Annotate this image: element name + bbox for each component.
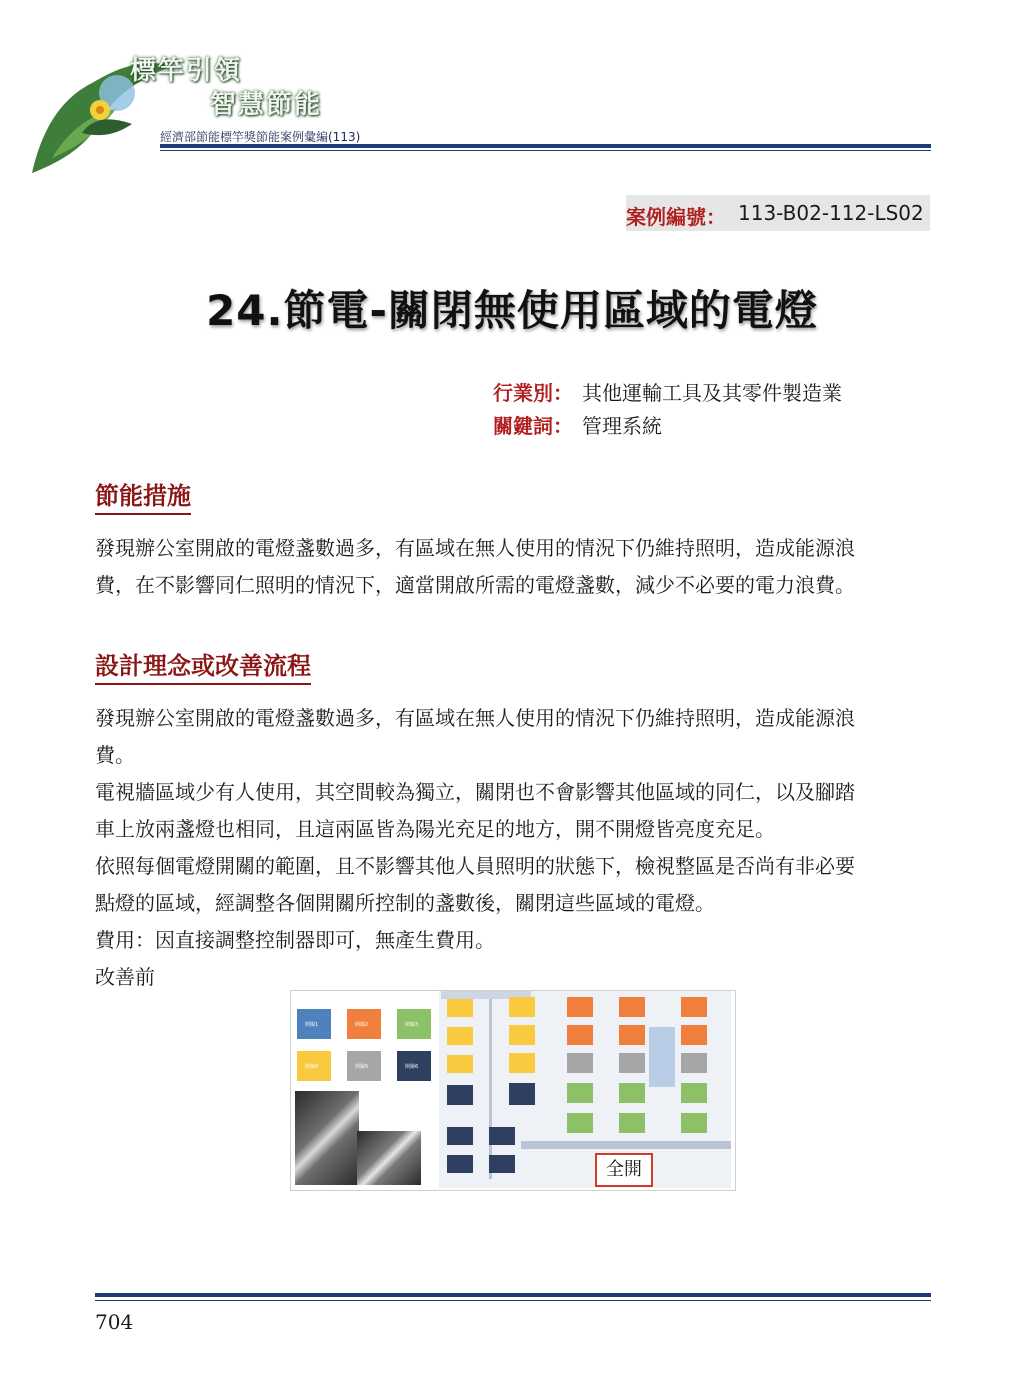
paragraph-line: 點燈的區域，經調整各個開關所控制的盞數後，關閉這些區域的電燈。 <box>95 891 715 915</box>
lamp-green <box>567 1113 593 1133</box>
header-subtitle: 經濟部節能標竿獎節能案例彙編(113) <box>160 130 361 144</box>
keyword-value: 管理系統 <box>582 414 662 438</box>
fixture-photo-1 <box>295 1091 359 1185</box>
paragraph-line: 費。 <box>95 743 135 767</box>
lamp-green <box>681 1083 707 1103</box>
paragraph-line: 依照每個電燈開關的範圍，且不影響其他人員照明的狀態下，檢視整區是否尚有非必要 <box>95 854 855 878</box>
lamp-orange <box>619 997 645 1017</box>
paragraph-line: 改善前 <box>95 965 155 989</box>
paragraph-line: 費，在不影響同仁照明的情況下，適當開啟所需的電燈盞數，減少不必要的電力浪費。 <box>95 573 855 597</box>
legend-tile-green <box>397 1009 431 1039</box>
lamp-yellow <box>447 999 473 1017</box>
case-number-label: 案例編號： <box>626 205 726 229</box>
lamp-navy <box>509 1083 535 1105</box>
lamp-orange <box>681 1025 707 1045</box>
header-rule <box>160 144 931 148</box>
slogan-line-1: 標竿引領 <box>130 56 243 86</box>
lamp-green <box>619 1083 645 1103</box>
legend-tile-navy <box>397 1051 431 1081</box>
case-number-value: 113-B02-112-LS02 <box>738 201 924 225</box>
legend-tile-orange <box>347 1009 381 1039</box>
legend-tile-label: 開關4 <box>305 1064 319 1070</box>
lamp-orange <box>567 997 593 1017</box>
floor-plan-table <box>649 1027 675 1087</box>
lamp-navy <box>447 1155 473 1173</box>
lamp-green <box>681 1113 707 1133</box>
lamp-yellow <box>509 1025 535 1045</box>
lamp-green <box>619 1113 645 1133</box>
lamp-green <box>567 1083 593 1103</box>
slogan-line-2: 智慧節能 <box>210 90 323 120</box>
lamp-orange <box>619 1025 645 1045</box>
section-heading-measures: 節能措施 <box>95 476 191 515</box>
header-rule-thin <box>160 150 931 151</box>
lamp-orange <box>567 1025 593 1045</box>
lamp-navy <box>447 1085 473 1105</box>
paragraph-line: 發現辦公室開啟的電燈盞數過多，有區域在無人使用的情況下仍維持照明，造成能源浪 <box>95 706 855 730</box>
footer-rule-thin <box>95 1300 931 1301</box>
lamp-gray <box>567 1053 593 1073</box>
legend-tile-yellow <box>297 1051 331 1081</box>
lamp-yellow <box>509 997 535 1017</box>
legend-tile-gray <box>347 1051 381 1081</box>
section-heading-design: 設計理念或改善流程 <box>95 646 311 685</box>
industry-label: 行業別： <box>493 381 573 405</box>
lamp-gray <box>681 1053 707 1073</box>
fixture-photo-2 <box>357 1131 421 1185</box>
footer-rule <box>95 1293 931 1297</box>
lamp-navy <box>447 1127 473 1145</box>
lamp-navy <box>489 1127 515 1145</box>
legend-tile-label: 開關3 <box>405 1022 419 1028</box>
paragraph-line: 發現辦公室開啟的電燈盞數過多，有區域在無人使用的情況下仍維持照明，造成能源浪 <box>95 536 855 560</box>
lamp-gray <box>619 1053 645 1073</box>
legend-tile-label: 開關6 <box>405 1064 419 1070</box>
page-title: 24.節電-關閉無使用區域的電燈 <box>206 286 818 335</box>
lamp-yellow <box>447 1027 473 1045</box>
floor-plan-wall <box>489 999 492 1179</box>
floor-plan-wall <box>521 1141 731 1149</box>
lamp-navy <box>489 1155 515 1173</box>
legend-tile-label: 開關5 <box>355 1064 369 1070</box>
paragraph-line: 費用：因直接調整控制器即可，無產生費用。 <box>95 928 495 952</box>
lighting-control-figure <box>290 990 736 1191</box>
industry-value: 其他運輸工具及其零件製造業 <box>582 381 842 405</box>
keyword-label: 關鍵詞： <box>493 414 573 438</box>
lamp-yellow <box>509 1053 535 1073</box>
page-number: 704 <box>95 1310 134 1334</box>
design-paragraph <box>95 700 935 996</box>
legend-tile-blue <box>297 1009 331 1039</box>
legend-tile-label: 開關1 <box>305 1022 319 1028</box>
paragraph-line: 電視牆區域少有人使用，其空間較為獨立，關閉也不會影響其他區域的同仁，以及腳踏 <box>95 780 855 804</box>
legend-tile-label: 開關2 <box>355 1022 369 1028</box>
measures-paragraph <box>95 530 935 604</box>
lamp-orange <box>681 997 707 1017</box>
all-on-button[interactable]: 全開 <box>595 1153 653 1187</box>
lamp-yellow <box>447 1055 473 1073</box>
paragraph-line: 車上放兩盞燈也相同，且這兩區皆為陽光充足的地方，開不開燈皆亮度充足。 <box>95 817 775 841</box>
